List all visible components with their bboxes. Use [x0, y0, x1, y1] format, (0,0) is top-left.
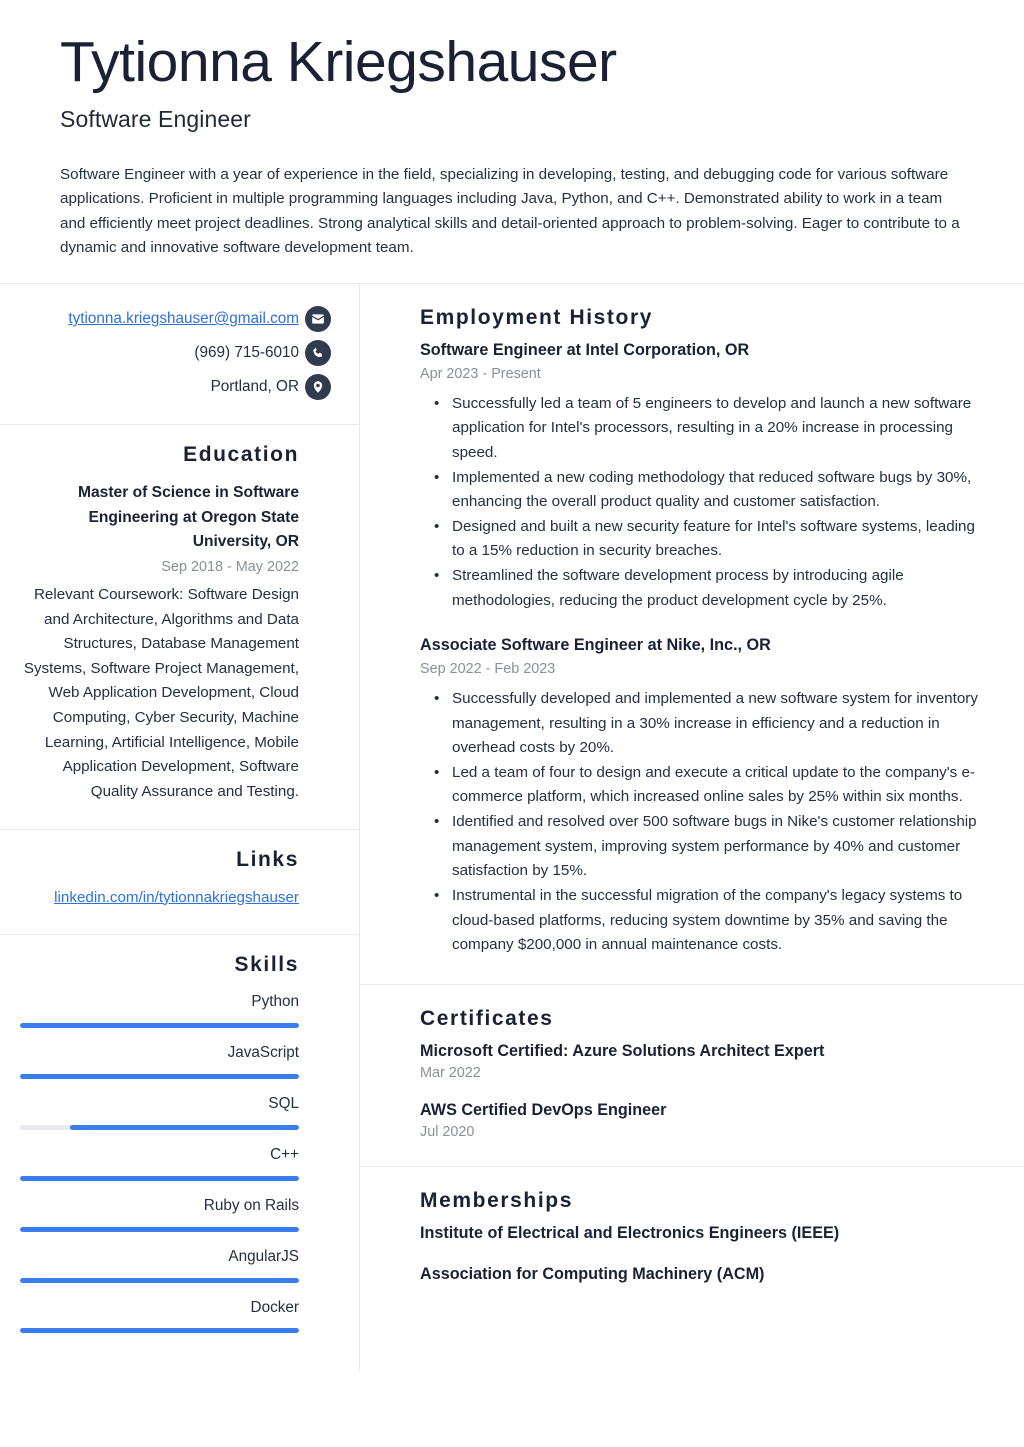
skill-item	[20, 1195, 299, 1232]
skill-label: AngularJS	[228, 1247, 299, 1265]
education-entry	[20, 481, 299, 805]
list-item: • Streamlined the software development process by introducing agile methodologies, reducing the product development cycle by 25%.	[450, 564, 989, 613]
list-item: • Implemented a new coding methodology that reduced software bugs by 30%, enhancing the overall product quality and customer satisfaction.	[450, 466, 989, 515]
skill-bar-fill	[20, 1278, 299, 1283]
link-item-linkedin[interactable]: linkedin.com/in/tytionnakriegshauser	[54, 888, 299, 906]
employment-bullets	[420, 687, 989, 958]
education-degree: Master of Science in Software Engineering at Oregon State University, OR	[78, 484, 299, 551]
employment-title: Software Engineer at Intel Corporation, OR	[420, 341, 750, 360]
certificate-date: Mar 2022	[420, 1064, 481, 1081]
location-text: Portland, OR	[210, 378, 299, 396]
list-item: • Led a team of four to design and execute a critical update to the company's e-commerce platform, which increased online sales by 25% within six months.	[450, 761, 989, 810]
employment-date: Sep 2022 - Feb 2023	[420, 661, 556, 678]
employment-entry	[420, 634, 989, 957]
resume-header	[0, 0, 1024, 261]
certificate-entry	[420, 1099, 989, 1140]
skill-bar-fill	[20, 1328, 299, 1333]
skill-bar-track	[20, 1227, 299, 1232]
education-date: Sep 2018 - May 2022	[161, 558, 299, 575]
skill-label: JavaScript	[227, 1043, 299, 1061]
certificates-heading: Certificates	[420, 1006, 554, 1030]
skill-label: Docker	[250, 1298, 299, 1316]
skill-item	[20, 991, 299, 1028]
skill-item	[20, 1297, 299, 1334]
list-item: • Instrumental in the successful migration of the company's legacy systems to cloud-based platforms, reducing system downtime by 35% and saving the company $200,000 in annual maintenance costs.	[450, 884, 989, 958]
links-section	[0, 830, 359, 935]
skill-bar-fill	[20, 1074, 299, 1079]
skill-bar-track	[20, 1176, 299, 1181]
skill-item	[20, 1042, 299, 1079]
employment-entry	[420, 339, 989, 613]
skill-bar-track	[20, 1278, 299, 1283]
skill-bar-track	[20, 1328, 299, 1333]
employment-bullets	[420, 392, 989, 614]
certificate-date: Jul 2020	[420, 1123, 475, 1140]
employment-date: Apr 2023 - Present	[420, 366, 541, 383]
skill-bar-track	[20, 1074, 299, 1079]
contact-row-phone[interactable]	[20, 336, 299, 370]
education-section	[0, 425, 359, 830]
main-column	[360, 284, 1024, 1312]
skills-heading: Skills	[234, 952, 299, 976]
employment-heading: Employment History	[420, 306, 654, 330]
skill-label: C++	[270, 1145, 299, 1163]
education-heading: Education	[183, 443, 299, 467]
resume-body	[0, 284, 1024, 1371]
certificate-name: AWS Certified DevOps Engineer	[420, 1100, 667, 1119]
skill-label: Ruby on Rails	[203, 1196, 299, 1214]
skill-bar-fill	[70, 1125, 299, 1130]
memberships-heading: Memberships	[420, 1188, 573, 1212]
skill-bar-fill	[20, 1176, 299, 1181]
skill-bar-track	[20, 1023, 299, 1028]
certificate-name: Microsoft Certified: Azure Solutions Architect Expert	[420, 1041, 825, 1060]
list-item: • Successfully developed and implemented a new software system for inventory management, resulting in a 30% increase in efficiency and a reduction in overhead costs by 20%.	[450, 687, 989, 761]
contact-row-location	[20, 370, 299, 404]
skill-bar-fill	[20, 1227, 299, 1232]
skill-bar-track	[20, 1125, 299, 1130]
page-title: Tytionna Kriegshauser	[60, 30, 617, 94]
contact-section	[0, 284, 359, 425]
list-item: • Successfully led a team of 5 engineers to develop and launch a new software application for Intel's processors, resulting in a 20% increase in processing speed.	[450, 392, 989, 466]
sidebar	[0, 284, 360, 1371]
employment-section	[360, 284, 1024, 985]
job-title: Software Engineer	[60, 105, 251, 132]
skill-label: Python	[251, 992, 299, 1010]
certificates-section	[360, 985, 1024, 1167]
certificate-entry	[420, 1040, 989, 1081]
education-description: Relevant Coursework: Software Design and Architecture, Algorithms and Data Structures, Database Management Systems, Software Project Management, Web Application Development, Cloud Computing, Cyber Security, Machine Learning, Artificial Intelligence, Mobile Application Development, Software Quality Assurance and Testing.	[23, 585, 299, 800]
membership-entry: Institute of Electrical and Electronics Engineers (IEEE)	[420, 1223, 840, 1242]
map-pin-icon	[305, 374, 331, 400]
skill-item	[20, 1144, 299, 1181]
skill-item	[20, 1246, 299, 1283]
skill-bar-fill	[20, 1023, 299, 1028]
phone-icon	[305, 340, 331, 366]
phone-text: (969) 715-6010	[194, 344, 299, 362]
membership-entry: Association for Computing Machinery (ACM)	[420, 1264, 765, 1283]
envelope-icon	[305, 306, 331, 332]
professional-summary: Software Engineer with a year of experience in the field, specializing in developing, testing, and debugging code for various software applications. Proficient in multiple programming languages including Java, Python, and C++. Demonstrated ability to work in a team and efficiently meet project deadlines. Strong analytical skills and detail-oriented approach to problem-solving. Eager to contribute to a dynamic and innovative software development team.	[60, 165, 960, 257]
skill-label: SQL	[268, 1094, 299, 1112]
list-item: • Identified and resolved over 500 software bugs in Nike's customer relationship management system, improving system performance by 40% and customer satisfaction by 15%.	[450, 810, 989, 884]
contact-row-email[interactable]	[20, 302, 299, 336]
links-heading: Links	[236, 847, 299, 871]
list-item: • Designed and built a new security feature for Intel's software systems, leading to a 15% reduction in security breaches.	[450, 515, 989, 564]
email-text[interactable]: tytionna.kriegshauser@gmail.com	[68, 310, 299, 328]
employment-title: Associate Software Engineer at Nike, Inc., OR	[420, 636, 771, 655]
skill-item	[20, 1093, 299, 1130]
skills-section	[0, 935, 359, 1372]
memberships-section	[360, 1167, 1024, 1312]
